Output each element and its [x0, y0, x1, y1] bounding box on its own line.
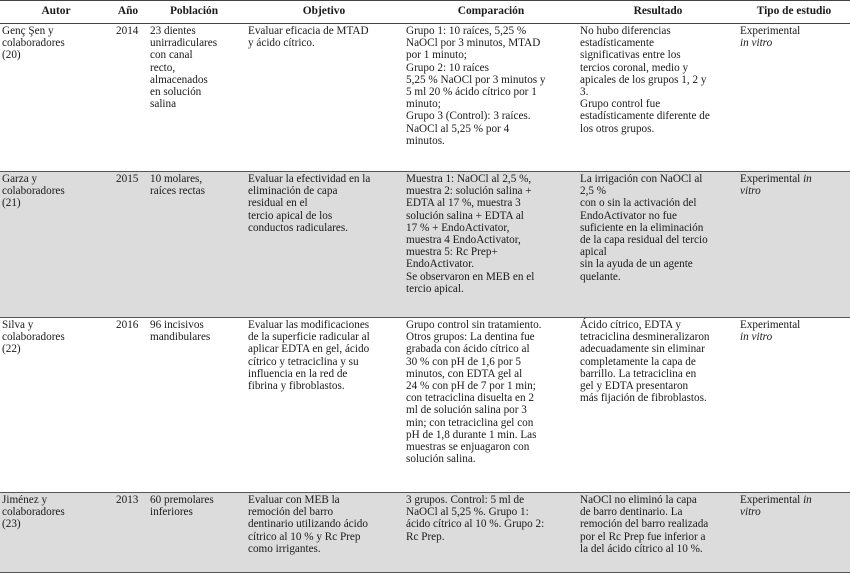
col-header-tipo: Tipo de estudio — [738, 1, 850, 24]
table-row — [0, 24, 850, 172]
cell-poblacion: 60 premolares inferiores — [144, 493, 244, 573]
cell-autor: Genç Şen y colaboradores (20) — [0, 24, 112, 172]
cell-poblacion: 96 incisivos mandibulares — [144, 318, 244, 493]
table-row — [0, 493, 850, 573]
col-header-poblacion: Población — [144, 1, 244, 24]
col-header-autor: Autor — [0, 1, 112, 24]
tipo-in-vitro: in vitro — [740, 331, 773, 344]
cell-anio: 2014 — [112, 24, 144, 172]
cell-autor: Garza y colaboradores (21) — [0, 172, 112, 318]
cell-comparacion: Grupo control sin tratamiento. Otros grupos: La dentina fue grabada con ácido cítrico al 30 % con pH de 1,6 por 5 minutos, con EDTA gel al 24 % con pH de 7 por 1 min; con tetraciclina disuelta en 2 ml de solución salina por 3 min; con tetraciclina gel con pH de 1,8 durante 1 min. Las muestras se enjuagaron con solución salina. — [404, 318, 578, 493]
cell-poblacion: 10 molares, raíces rectas — [144, 172, 244, 318]
cell-objetivo: Evaluar las modificaciones de la superficie radicular al aplicar EDTA en gel, ácido cítrico y tetraciclina y su influencia en la red de fibrina y fibroblastos. — [244, 318, 404, 493]
tipo-in-vitro: in vitro — [740, 173, 812, 198]
cell-resultado: La irrigación con NaOCl al 2,5 % con o sin la activación del EndoActivator no fue suficiente en la eliminación de la capa residual del tercio apical sin la ayuda de un agente quelante. — [578, 172, 738, 318]
cell-objetivo: Evaluar la efectividad en la eliminación de capa residual en el tercio apical de los conductos radiculares. — [244, 172, 404, 318]
cell-comparacion: 3 grupos. Control: 5 ml de NaOCl al 5,25 %. Grupo 1: ácido cítrico al 10 %. Grupo 2: Rc Prep. — [404, 493, 578, 573]
cell-comparacion: Muestra 1: NaOCl al 2,5 %, muestra 2: solución salina + EDTA al 17 %, muestra 3 solución salina + EDTA al 17 % + EndoActivator, muestra 4 EndoActivator, muestra 5: Rc Prep+ EndoActivator. Se observaron en MEB en el tercio apical. — [404, 172, 578, 318]
cell-comparacion: Grupo 1: 10 raíces, 5,25 % NaOCl por 3 minutos, MTAD por 1 minuto; Grupo 2: 10 raíces 5,25 % NaOCl por 3 minutos y 5 ml 20 % ácido cítrico por 1 minuto; Grupo 3 (Control): 3 raíces. NaOCl al 5,25 % por 4 minutos. — [404, 24, 578, 172]
tipo-in-vitro: in vitro — [740, 37, 773, 50]
cell-resultado: No hubo diferencias estadísticamente significativas entre los tercios coronal, medio y apicales de los grupos 1, 2 y 3. Grupo control fue estadísticamente diferente de los otros grupos. — [578, 24, 738, 172]
tipo-in-vitro: in vitro — [740, 494, 812, 519]
col-header-anio: Año — [112, 1, 144, 24]
cell-anio: 2013 — [112, 493, 144, 573]
cell-resultado: NaOCl no eliminó la capa de barro dentinario. La remoción del barro realizada por el Rc Prep fue inferior a la del ácido cítrico al 10 %. — [578, 493, 738, 573]
cell-poblacion: 23 dientes unirradiculares con canal recto, almacenados en solución salina — [144, 24, 244, 172]
cell-autor: Silva y colaboradores (22) — [0, 318, 112, 493]
cell-autor: Jiménez y colaboradores (23) — [0, 493, 112, 573]
cell-objetivo: Evaluar eficacia de MTAD y ácido cítrico. — [244, 24, 404, 172]
tipo-label: Experimental — [740, 319, 801, 331]
cell-tipo — [738, 172, 850, 318]
tipo-label: Experimental — [740, 494, 801, 506]
cell-resultado: Ácido cítrico, EDTA y tetraciclina desmineralizaron adecuadamente sin eliminar completamente la capa de barrillo. La tetraciclina en gel y EDTA presentaron más fijación de fibroblastos. — [578, 318, 738, 493]
table-row — [0, 172, 850, 318]
cell-tipo — [738, 318, 850, 493]
cell-tipo — [738, 493, 850, 573]
cell-objetivo: Evaluar con MEB la remoción del barro dentinario utilizando ácido cítrico al 10 % y Rc Prep como irrigantes. — [244, 493, 404, 573]
cell-tipo — [738, 24, 850, 172]
col-header-resultado: Resultado — [578, 1, 738, 24]
col-header-objetivo: Objetivo — [244, 1, 404, 24]
tipo-label: Experimental — [740, 25, 801, 37]
cell-anio: 2016 — [112, 318, 144, 493]
header-row — [0, 1, 850, 24]
table-row — [0, 318, 850, 493]
tipo-label: Experimental — [740, 173, 801, 185]
cell-anio: 2015 — [112, 172, 144, 318]
col-header-comparacion: Comparación — [404, 1, 578, 24]
